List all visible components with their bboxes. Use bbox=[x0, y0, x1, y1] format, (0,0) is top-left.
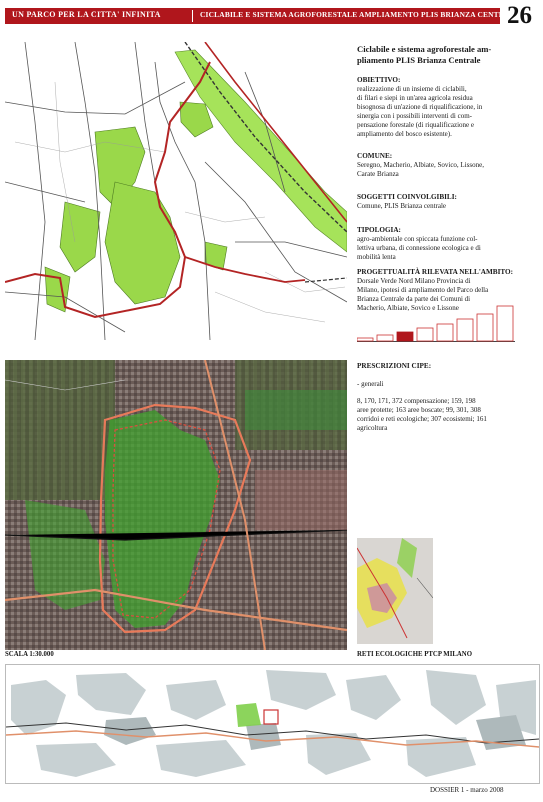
footer-dossier: DOSSIER 1 - marzo 2008 bbox=[430, 786, 504, 794]
tipologia-line: agro-ambientale con spiccata funzione col- bbox=[357, 235, 478, 243]
bar-2 bbox=[377, 335, 393, 341]
progettualita-line: Macherio, Albiate, Sovico e Lissone bbox=[357, 304, 459, 312]
obiettivo-heading: OBIETTIVO: bbox=[357, 76, 401, 84]
prescrizioni-line: aree protette; 163 aree boscate; 99, 301, 308 bbox=[357, 406, 481, 414]
bar-7 bbox=[477, 314, 493, 341]
ecological-network-thumbnail bbox=[357, 538, 433, 644]
bar-5 bbox=[437, 324, 453, 341]
project-title bbox=[357, 44, 535, 65]
project-map bbox=[5, 42, 347, 340]
scale-bars-graphic bbox=[357, 302, 517, 342]
progettualita-line: Milano, ipotesi di ampliamento del Parco della bbox=[357, 286, 489, 294]
progettualita-line: Brianza Centrale da parte dei Comuni di bbox=[357, 295, 471, 303]
ecological-network-label: RETI ECOLOGICHE PTCP MILANO bbox=[357, 651, 472, 658]
comune-line: Carate Brianza bbox=[357, 170, 399, 178]
header-separator bbox=[192, 10, 193, 22]
regional-strip-map bbox=[5, 664, 540, 784]
progettualita-line: Dorsale Verde Nord Milano Provincia di bbox=[357, 277, 471, 285]
section-soggetti bbox=[357, 193, 535, 211]
prescrizioni-sub: - generali bbox=[357, 380, 384, 388]
tipologia-line: mobilità lenta bbox=[357, 253, 396, 261]
satellite-map bbox=[5, 360, 347, 650]
prescrizioni-line: corridoi e reti ecologiche; 307 ecosistemi; 161 bbox=[357, 415, 487, 423]
prescrizioni-line: agricoltura bbox=[357, 424, 388, 432]
page-number: 26 bbox=[507, 2, 532, 29]
scale-label: SCALA 1:30.000 bbox=[5, 651, 54, 658]
section-comune bbox=[357, 152, 535, 179]
section-prescrizioni bbox=[357, 362, 535, 433]
section-obiettivo bbox=[357, 76, 535, 139]
obiettivo-line: ampliamento del bosco esistente). bbox=[357, 130, 452, 138]
bar-3 bbox=[397, 332, 413, 341]
comune-heading: COMUNE: bbox=[357, 152, 393, 160]
obiettivo-line: bisognosa di un'azione di riqualificazione, in bbox=[357, 103, 483, 111]
obiettivo-line: sinergia con i possibili interventi di com- bbox=[357, 112, 472, 120]
project-title-line-1: Ciclabile e sistema agroforestale am- bbox=[357, 44, 492, 54]
obiettivo-line: pensazione forestale (di riqualificazione e bbox=[357, 121, 474, 129]
tipologia-heading: TIPOLOGIA: bbox=[357, 226, 401, 234]
obiettivo-line: realizzazione di un insieme di ciclabili, bbox=[357, 85, 467, 93]
bar-8 bbox=[497, 306, 513, 341]
header-left-title: UN PARCO PER LA CITTA' INFINITA bbox=[12, 10, 161, 19]
bar-1 bbox=[357, 338, 373, 341]
soggetti-line: Comune, PLIS Brianza centrale bbox=[357, 202, 447, 210]
section-tipologia bbox=[357, 226, 535, 262]
header-right-title: CICLABILE E SISTEMA AGROFORESTALE AMPLIAMENTO PLIS BRIANZA CENTRALE bbox=[200, 10, 521, 19]
bar-4 bbox=[417, 328, 433, 341]
obiettivo-line: di filari e siepi in un'area agricola residua bbox=[357, 94, 473, 102]
prescrizioni-heading: PRESCRIZIONI CIPE: bbox=[357, 362, 432, 370]
soggetti-heading: SOGGETTI COINVOLGIBILI: bbox=[357, 193, 457, 201]
tipologia-line: lettiva urbana, di connessione ecologica e di bbox=[357, 244, 481, 252]
progettualita-heading: PROGETTUALITÀ RILEVATA NELL'AMBITO: bbox=[357, 268, 514, 276]
project-title-line-2: pliamento PLIS Brianza Centrale bbox=[357, 54, 481, 65]
prescrizioni-line: 8, 170, 171, 372 compensazione; 159, 198 bbox=[357, 397, 476, 405]
bar-6 bbox=[457, 319, 473, 341]
comune-line: Seregno, Macherio, Albiate, Sovico, Lissone, bbox=[357, 161, 484, 169]
